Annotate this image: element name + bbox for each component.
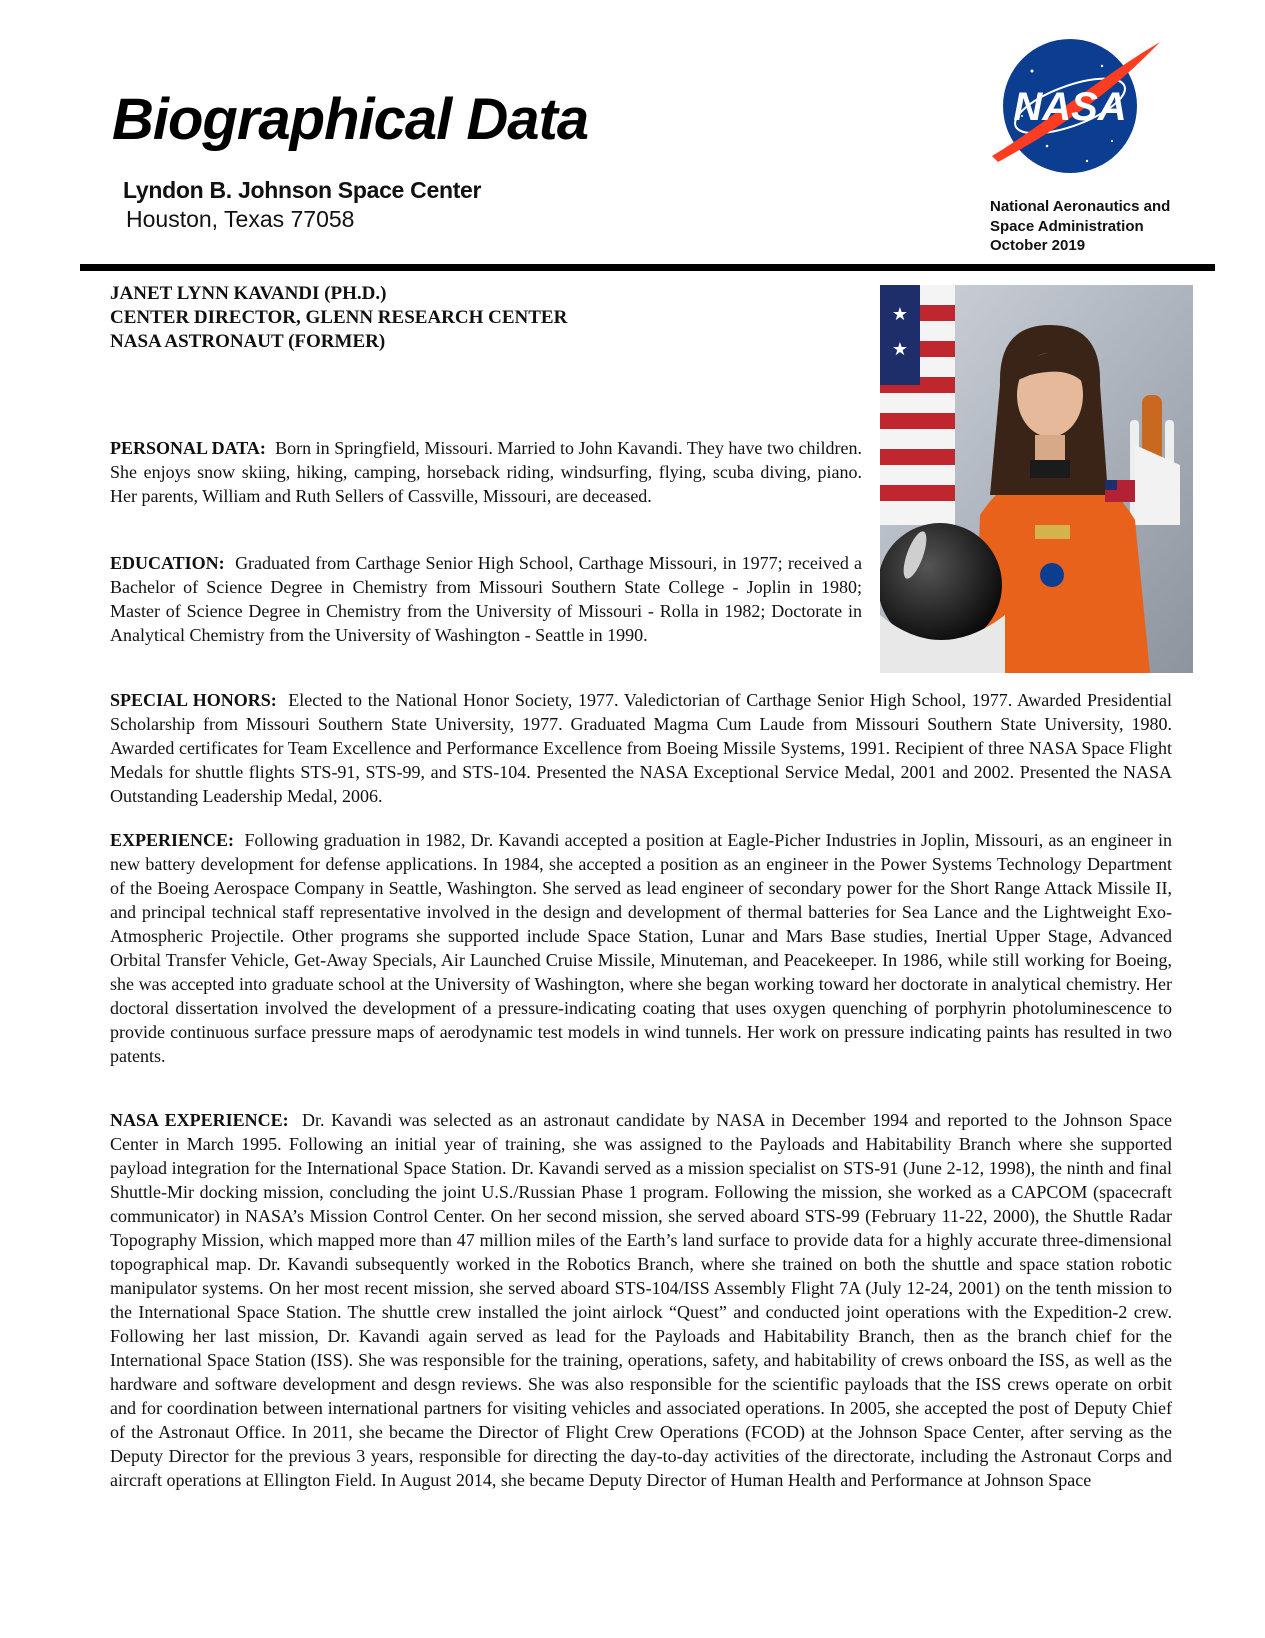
education-section (110, 551, 862, 647)
document-title: Biographical Data (112, 87, 589, 152)
subject-title-block (110, 282, 567, 354)
nasa-logo (992, 36, 1168, 186)
section-label: SPECIAL HONORS: (110, 690, 277, 710)
portrait-photo (880, 285, 1193, 673)
section-text: Graduated from Carthage Senior High School, Carthage Missouri, in 1977; received a Bachelor of Science Degree in Chemistry from Missouri Southern State College - Joplin in 1980; Master of Science Degree in Chemistry from the University of Missouri - Rolla in 1982; Doctorate in Analytical Chemistry from the University of Washington - Seattle in 1990. (110, 553, 863, 645)
agency-line: Space Administration (990, 217, 1144, 235)
section-text: Born in Springfield, Missouri. Married to John Kavandi. They have two children. She enjoys snow skiing, hiking, camping, horseback riding, windsurfing, flying, scuba diving, piano. Her parents, William and Ruth Sellers of Cassville, Missouri, are deceased. (110, 438, 863, 506)
header-divider (80, 264, 1215, 271)
section-label: NASA EXPERIENCE: (110, 1110, 289, 1130)
svg-text:★: ★ (891, 339, 909, 359)
subject-position: CENTER DIRECTOR, GLENN RESEARCH CENTER (110, 307, 568, 328)
agency-line: National Aeronautics and (990, 198, 1171, 215)
center-name: Lyndon B. Johnson Space Center (123, 177, 482, 203)
subject-name: JANET LYNN KAVANDI (PH.D.) (110, 283, 387, 304)
document-date: October 2019 (990, 237, 1086, 254)
section-label: EXPERIENCE: (110, 830, 235, 850)
section-label: EDUCATION: (110, 553, 225, 573)
center-address: Houston, Texas 77058 (126, 206, 355, 232)
personal-data-section (110, 436, 862, 508)
section-text: Following graduation in 1982, Dr. Kavandi accepted a position at Eagle-Picher Industries in Joplin, Missouri, as an engineer in new battery development for defense applications. In 1984, she accepted a position as an engineer in the Power Systems Technology Department of the Boeing Aerospace Company in Seattle, Washington. She served as lead engineer of secondary power for the Short Range Attack Missile II, and principal technical staff representative involved in the design and development of thermal batteries for Sea Lance and the Lightweight Exo-Atmospheric Projectile. Other programs she supported include Space Station, Lunar and Mars Base studies, Inertial Upper Stage, Advanced Orbital Transfer Vehicle, Get-Away Specials, Air Launched Cruise Missile, Minuteman, and Peacekeeper. In 1986, while still working for Boeing, she was accepted into graduate school at the University of Washington, where she began working toward her doctorate in analytical chemistry. Her doctoral dissertation involved the development of a pressure-indicating coating that uses oxygen quenching of porphyrin photoluminescence to provide continuous surface pressure maps of aerodynamic test models in wind tunnels. Her work on pressure indicating paints has resulted in two patents. (110, 830, 1173, 1066)
subject-status: NASA ASTRONAUT (FORMER) (110, 331, 386, 352)
experience-section (110, 828, 1172, 1068)
section-text: Elected to the National Honor Society, 1977. Valedictorian of Carthage Senior High School, 1977. Awarded Presidential Scholarship from Missouri Southern State University, 1977. Graduated Magma Cum Laude from Missouri Southern State University, 1980. Awarded certificates for Team Excellence and Performance Excellence from Boeing Missile Systems, 1991. Recipient of three NASA Space Flight Medals for shuttle flights STS-91, STS-99, and STS-104. Presented the NASA Exceptional Service Medal, 2001 and 2002. Presented the NASA Outstanding Leadership Medal, 2006. (110, 690, 1172, 806)
american-flag (880, 285, 955, 525)
section-label: PERSONAL DATA: (110, 438, 266, 458)
svg-text:★: ★ (891, 304, 909, 324)
nasa-experience-section (110, 1108, 1172, 1492)
space-helmet (880, 523, 1005, 673)
agency-block (990, 197, 1170, 256)
section-text: Dr. Kavandi was selected as an astronaut candidate by NASA in December 1994 and reported to the Johnson Space Center in March 1995. Following an initial year of training, she was assigned to the Payloads and Habitability Branch where she supported payload integration for the International Space Station. Dr. Kavandi served as a mission specialist on STS-91 (June 2-12, 1998), the ninth and final Shuttle-Mir docking mission, concluding the joint U.S./Russian Phase 1 program. Following the mission, she worked as a CAPCOM (spacecraft communicator) in NASA’s Mission Control Center. On her second mission, she served aboard STS-99 (February 11-22, 2000), the Shuttle Radar Topography Mission, which mapped more than 47 million miles of the Earth’s land surface to provide data for a highly accurate three-dimensional topographical map. Dr. Kavandi subsequently worked in the Robotics Branch, where she trained on both the shuttle and space station robotic manipulator systems. On her most recent mission, she served aboard STS-104/ISS Assembly Flight 7A (July 12-24, 2001) on the tenth mission to the International Space Station. The shuttle crew installed the joint airlock “Quest” and conducted joint operations with the Expedition-2 crew. Following her last mission, Dr. Kavandi again served as lead for the Payloads and Habitability Branch, then as the branch chief for the International Space Station (ISS). She was responsible for the training, operations, safety, and habitability of crews onboard the ISS, as well as the hardware and software development and desgn reviews. She was also responsible for the scientific payloads that the ISS crews operate on orbit and for coordination between international partners for visiting vehicles and associated operations. In 2005, she accepted the post of Deputy Chief of the Astronaut Office. In 2011, she became the Director of Flight Crew Operations (FCOD) at the Johnson Space Center, after serving as the Deputy Director for the previous 3 years, responsible for directing the day-to-day activities of the directorate, including the Astronaut Corps and aircraft operations at Ellington Field. In August 2014, she became Deputy Director of Human Health and Performance at Johnson Space (110, 1110, 1173, 1490)
special-honors-section (110, 688, 1172, 808)
nasa-logo-wordmark: NASA (1013, 85, 1127, 129)
